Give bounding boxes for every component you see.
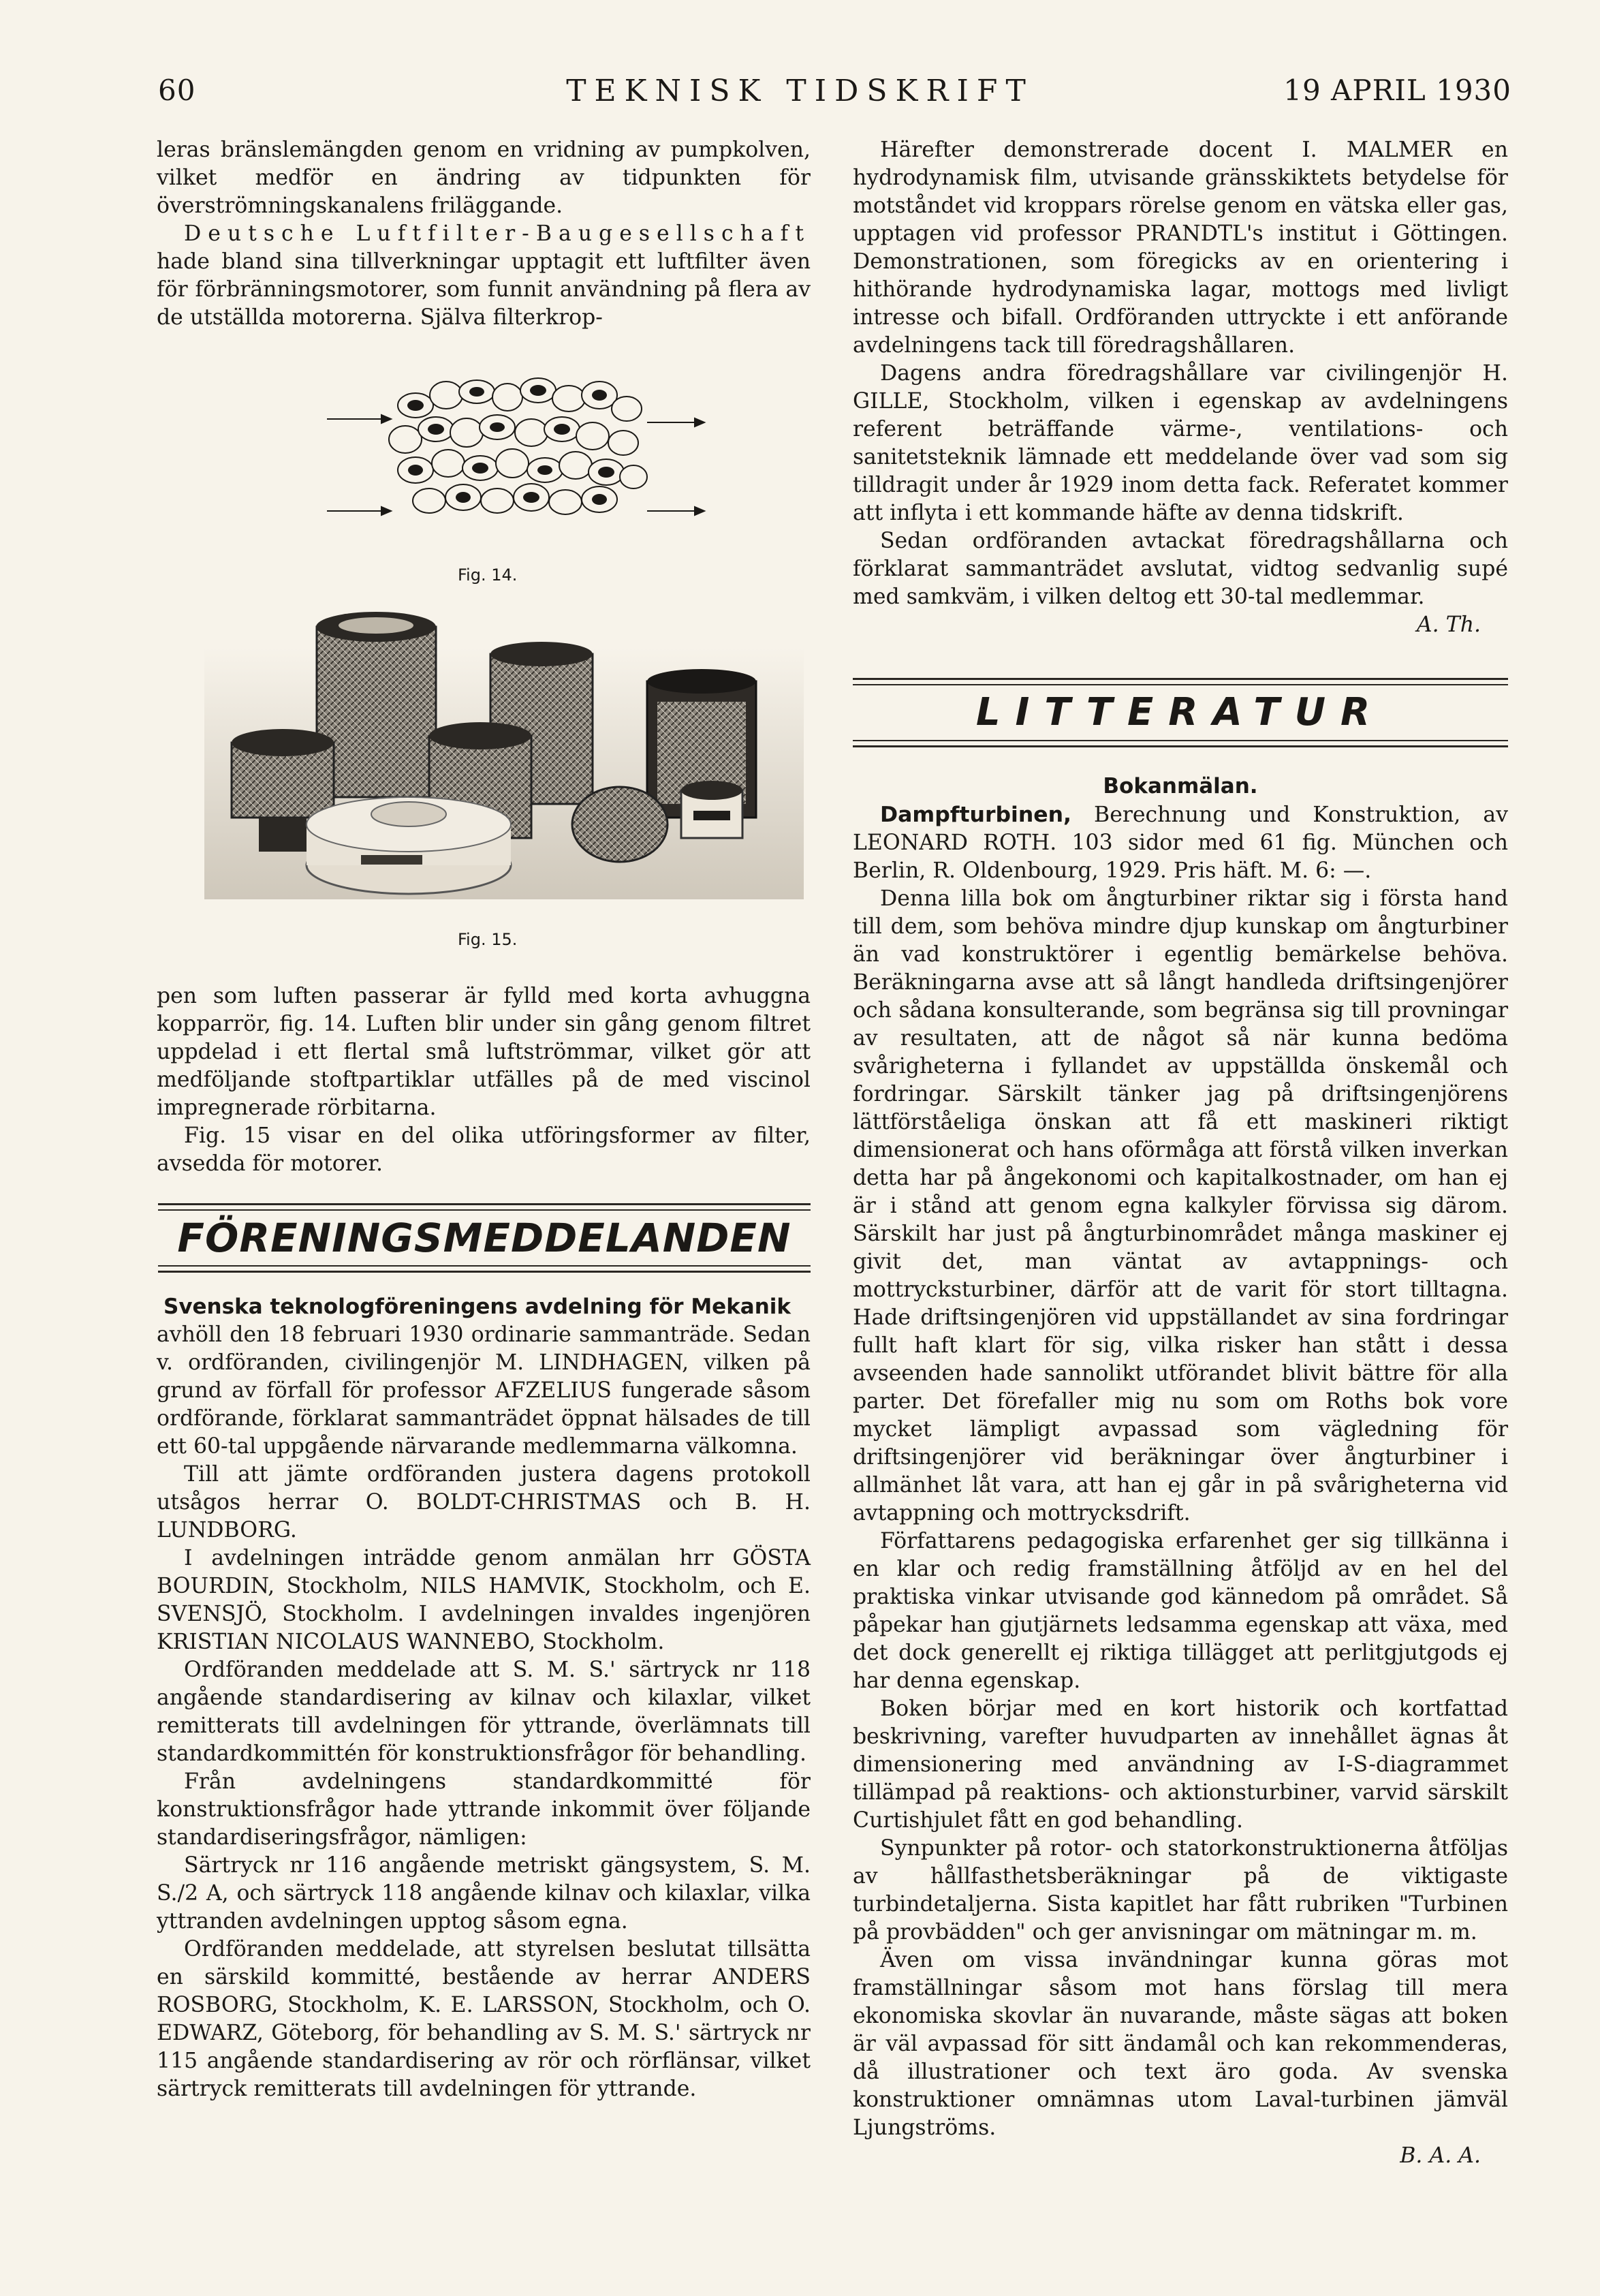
company-paragraph-rest: hade bland sina tillverkningar upptagit ett luftfilter även för förbränningsmotorer, som funnit användning på flera av de utställda motorerna. Själva filterkrop- [157,249,811,330]
section-heading-litteratur [853,678,1508,747]
section-heading-foreningsmeddelanden [158,1203,811,1273]
right-paragraph-2: Dagens andra föredragshållare var civilingenjör H. GILLE, Stockholm, vilken i egenskap av avdelningens referent beträffande värme-, ventilations- och sanitetsteknik lämnade ett meddelande över vad som sig tilldragit under år 1929 inom detta fack. Referatet kommer att inflyta i ett kommande häfte av denna tidskrift. [853,361,1508,525]
page-number: 60 [158,74,196,107]
right-paragraph-3: Sedan ordföranden avtackat föredragshållarna och förklarat sammanträdet avslutat, vidtog sedvanlig supé med samkväm, i vilken deltog ett 30-tal medlemmar. [853,529,1508,609]
right-column-bottom [853,771,1508,2170]
review-paragraph-1: Denna lilla bok om ångturbiner riktar sig i första hand till dem, som behöva mindre djup kunskap om ångturbiner än vad konstruktörer i egentlig bemärkelse behöva. Beräkningarna avse att så långt handleda driftsingenjörer och sådana konsulterande, som begränsa sig till provningar av resultaten, att de något så när kunna bedöma svårigheterna i fyllandet av uppställda önskemål och fordringar. Särskilt tänker jag på driftsingenjörens lättförståeliga önskan att få ett maskineri riktigt dimensionerat och hans oförmåga att förstå vilken inverkan detta har på ångekonomi och kapitalkostnader, om han ej är i stånd att genom egna kalkyler förvissa sig därom. Särskilt har just på ångturbinområdet många maskiner ej givit det, man väntat av avtappnings- och mottrycksturbiner, därför att de varit för stort tilltagna. Hade driftsingenjören vid uppställandet av sina fordringar fullt haft klart för sig, vilka risker han stått i dessa avseenden hade sannolikt utförandet blivit bättre för alla parter. Det förefaller mig nu som om Roths bok vore mycket lämpligt avpassad som vägledning för driftsingenjörer vid beräkningar över ångturbiner i allmänhet låt vara, att han ej går in på svårigheterna vid avtappning och mottrycksdrift. [853,886,1508,1525]
left-column-bottom [157,1293,811,2103]
litt-rule-top [853,678,1508,680]
signature-a-th: A. Th. [1416,612,1481,637]
rule-bottom [158,1271,811,1273]
review-paragraph-4: Synpunkter på rotor- och statorkonstruktionerna åtföljas av hållfasthetsberäkningar på de viktigaste turbindetaljerna. Sista kapitlet har fått rubriken "Turbinen på provbädden" och ger anvisningar om mätningar m. m. [853,1836,1508,1944]
section-heading-text: FÖRENINGSMEDDELANDEN [177,1215,791,1261]
meeting-paragraph-2: Till att jämte ordföranden justera dagens protokoll utsågos herrar O. BOLDT-CHRISTMAS och B. H. LUNDBORG. [157,1462,811,1542]
fig14-filter-tubes-illustration [327,364,708,535]
right-column-top [853,136,1508,639]
review-paragraph-3: Boken börjar med en kort historik och kortfattad beskrivning, varefter huvudparten av innehållet ägnas åt dimensionering med användning av I-S-diagrammet tillämpad på reaktions- och aktionsturbiner, varvid särskilt Curtishjulet fått en god behandling. [853,1696,1508,1833]
meeting-paragraph-1: avhöll den 18 februari 1930 ordinarie sammanträde. Sedan v. ordföranden, civilingenjör M. LINDHAGEN, vilken på grund av förfall för professor AFZELIUS fungerade såsom ordförande, förklarat sammanträdet öppnat hälsades de till ett 60-tal uppgående närvarande medlemmarna välkomna. [157,1322,811,1459]
meeting-paragraph-4: Ordföranden meddelade att S. M. S.' särtryck nr 118 angående standardisering av kilnav och kilaxlar, vilket remitterats till avdelningen för yttrande, överlämnats till standardkommittén för konstruktionsfrågor för behandling. [157,1658,811,1766]
litt-rule-bottom-thin [853,740,1508,741]
signature-b-a-a: B. A. A. [1400,2143,1481,2168]
meeting-paragraph-3: I avdelningen inträdde genom anmälan hrr GÖSTA BOURDIN, Stockholm, NILS HAMVIK, Stockholm, och E. SVENSJÖ, Stockholm. I avdelningen invaldes ingenjören KRISTIAN NICOLAUS WANNEBO, Stockholm. [157,1546,811,1654]
meeting-paragraph-7: Ordföranden meddelade, att styrelsen beslutat tillsätta en särskild kommitté, bestående av herrar ANDERS ROSBORG, Stockholm, K. E. LARSSON, Stockholm, och O. EDWARZ, Göteborg, för behandling av S. M. S.' särtryck nr 115 angående standardisering av rör och rörflänsar, vilket särtryck remitterats till avdelningen för yttrande. [157,1937,811,2101]
left-column-middle [157,982,811,1178]
litteratur-heading-text: LITTERATUR [975,690,1385,734]
fig15-filter-variants-photo [204,606,804,906]
left-column-top [157,136,811,332]
litt-rule-bottom [853,745,1508,747]
company-name: Deutsche Luftfilter-Baugesellschaft [184,221,811,246]
review-paragraph-5: Även om vissa invändningar kunna göras mot framställningar såsom mot hans förslag till mera ekonomiska skovlar än nuvarande, måste sägas att boken är väl avpassad för sitt ändamål och kan rekommenderas, då illustrationer och text äro goda. Av svenska konstruktioner omnämnas utom Laval-turbinen jämväl Ljungströms. [853,1948,1508,2140]
review-paragraph-2: Författarens pedagogiska erfarenhet ger sig tillkänna i en klar och redig framställning åtföljd av en hel del praktiska vinkar utvisande god kännedom på området. Så påpekar han gjutjärnets ledsamma egenskap att växa, med det dock generellt ej riktiga tillägget att perlitgjutgods ej har denna egenskap. [853,1529,1508,1693]
book-entry [853,801,1508,885]
fig15-paragraph: Fig. 15 visar en del olika utföringsformer av filter, avsedda för motorer. [157,1123,811,1176]
after-fig-paragraph: pen som luften passerar är fylld med korta avhuggna kopparrör, fig. 14. Luften blir under sin gång genom filtret uppdelad i ett flertal små luftströmmar, vilket gör att medföljande stoftpartiklar utfälles på de med viscinol impregnerade rörbitarna. [157,984,811,1120]
journal-title: TEKNISK TIDSKRIFT [566,74,1034,108]
review-subheading: Bokanmälan. [1103,774,1258,798]
fig14-caption: Fig. 14. [458,565,518,585]
rule-top [158,1203,811,1205]
right-paragraph-1: Härefter demonstrerade docent I. MALMER en hydrodynamisk film, utvisande gränsskiktets betydelse för motståndet vid kroppars rörelse genom en vätska eller gas, upptagen vid professor PRANDTL's institut i Göttingen. Demonstrationen, som föregicks av en orientering i hithörande hydrodynamiska lagar, mottogs med livligt intresse och bifall. Ordföranden uttryckte i ett anförande avdelningens tack till föredragshållaren. [853,138,1508,358]
fig15-caption: Fig. 15. [458,930,518,949]
meeting-paragraph-6: Särtryck nr 116 angående metriskt gängsystem, S. M. S./2 A, och särtryck 118 angående kilnav och kilaxlar, vilka yttranden avdelningen upptog såsom egna. [157,1853,811,1934]
issue-date: 19 APRIL 1930 [1283,74,1511,107]
meeting-paragraph-5: Från avdelningens standardkommitté för konstruktionsfrågor hade yttrande inkommit över följande standardiseringsfrågor, nämligen: [157,1769,811,1850]
company-paragraph [157,220,811,332]
book-info: Berechnung und Konstruktion, av LEONARD ROTH. 103 sidor med 61 fig. München och Berlin, R. Oldenbourg, 1929. Pris häft. M. 6: —. [853,803,1509,883]
intro-paragraph: leras bränslemängden genom en vridning av pumpkolven, vilket medför en ändring av tidpunkten för överströmningskanalens friläggande. [157,138,811,218]
rule-bottom-thin [158,1265,811,1267]
book-title: Dampfturbinen, [880,803,1072,827]
meeting-heading: Svenska teknologföreningens avdelning för Mekanik [163,1294,791,1319]
